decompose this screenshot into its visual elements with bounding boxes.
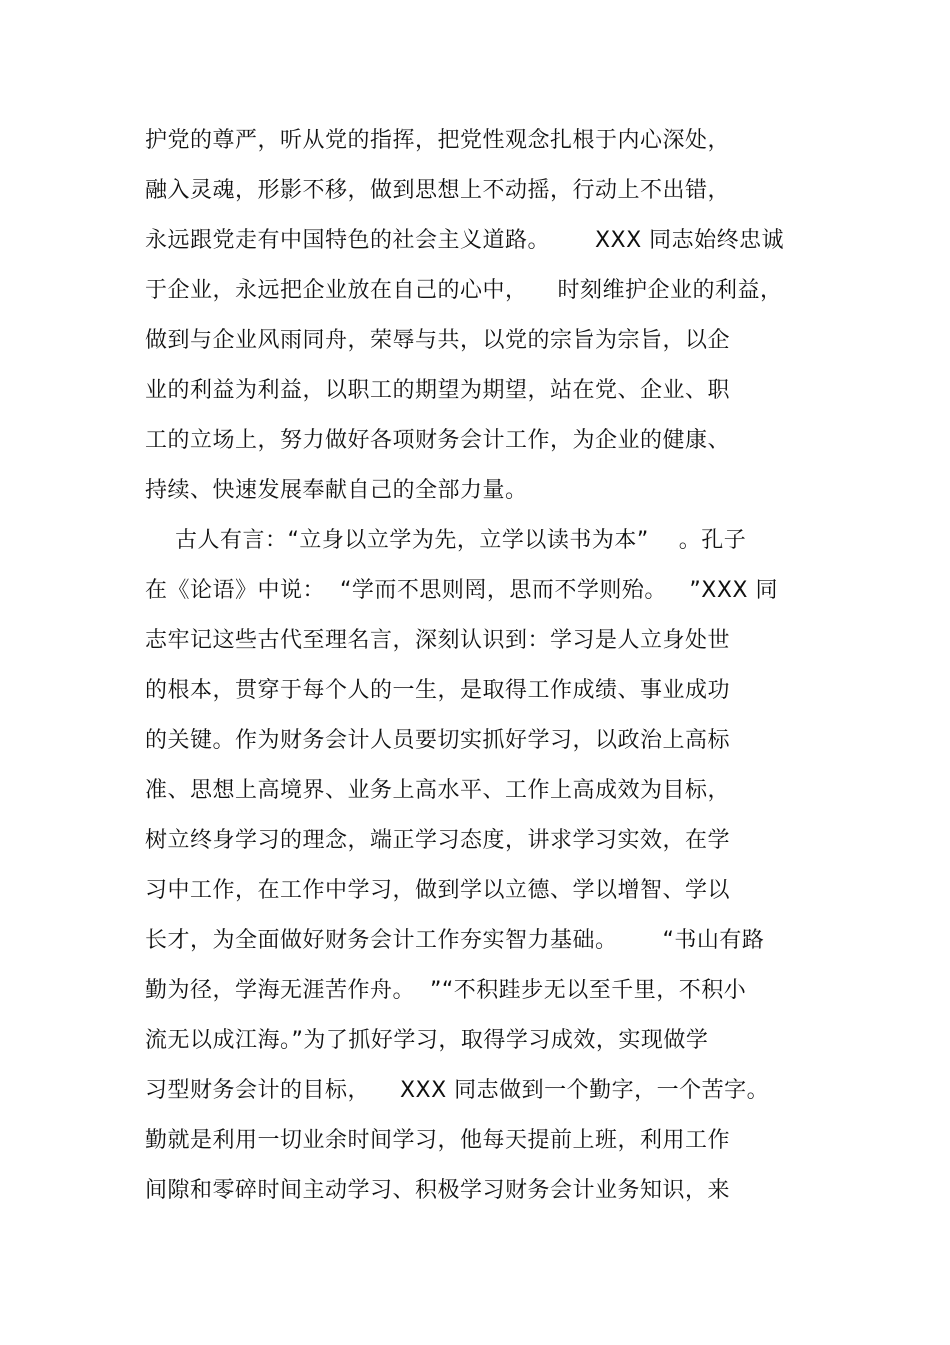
text-line-14: 准、思想上高境界、业务上高水平、工作上高成效为目标， [145,778,731,803]
text-line-20: 习型财务会计的目标， XXX 同志做到一个勤字，一个苦字。 [145,1078,770,1103]
text-line-16: 习中工作，在工作中学习，做到学以立德、学以增智、学以 [145,878,731,903]
text-line-10: 在《论语》中说： “学而不思则罔，思而不学则殆。 ”XXX 同 [145,578,778,603]
text-line-21: 勤就是利用一切业余时间学习，他每天提前上班，利用工作 [145,1128,731,1153]
text-line-18: 勤为径，学海无涯苦作舟。 ”“不积跬步无以至千里，不积小 [145,978,747,1003]
text-line-4: 于企业，永远把企业放在自己的心中， 时刻维护企业的利益， [145,278,783,303]
text-line-19: 流无以成江海。”为了抓好学习，取得学习成效，实现做学 [145,1028,709,1053]
text-line-9: 古人有言：“立身以立学为先，立学以读书为本” 。孔子 [145,528,747,553]
text-line-17: 长才，为全面做好财务会计工作夯实智力基础。 “书山有路 [145,928,765,953]
text-line-11: 志牢记这些古代至理名言，深刻认识到：学习是人立身处世 [145,628,731,653]
text-line-6: 业的利益为利益，以职工的期望为期望，站在党、企业、职 [145,378,731,403]
text-line-22: 间隙和零碎时间主动学习、积极学习财务会计业务知识，来 [145,1178,731,1203]
text-line-3: 永远跟党走有中国特色的社会主义道路。 XXX 同志始终忠诚 [145,228,785,253]
text-line-7: 工的立场上，努力做好各项财务会计工作，为企业的健康、 [145,428,731,453]
text-line-1: 护党的尊严，听从党的指挥，把党性观念扎根于内心深处， [145,128,731,153]
text-line-8: 持续、快速发展奉献自己的全部力量。 [145,478,528,503]
text-line-2: 融入灵魂，形影不移，做到思想上不动摇，行动上不出错， [145,178,731,203]
text-line-15: 树立终身学习的理念，端正学习态度，讲求学习实效，在学 [145,828,731,853]
text-line-12: 的根本，贯穿于每个人的一生，是取得工作成绩、事业成功 [145,678,731,703]
text-line-5: 做到与企业风雨同舟，荣辱与共，以党的宗旨为宗旨，以企 [145,328,731,353]
text-line-13: 的关键。作为财务会计人员要切实抓好学习，以政治上高标 [145,728,731,753]
